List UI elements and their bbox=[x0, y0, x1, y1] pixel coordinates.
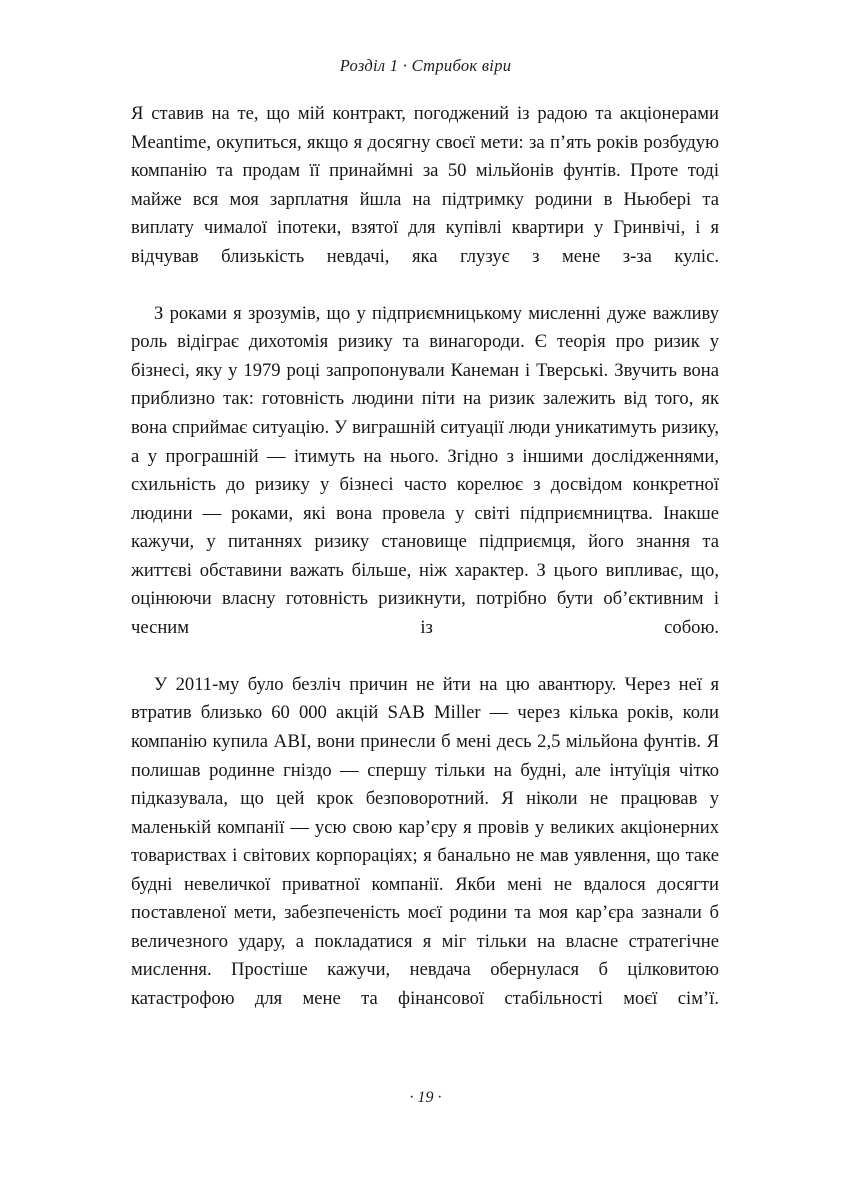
paragraph-3-segment-3: , вони принесли б мені десь 2,5 мільйона фунтів. Я полишав родинне гніздо — спершу тільки на будні, але інтуїція чітко підказувала, що цей крок безповоротний. Я ніколи не працював у маленькій компанії — усю свою кар’єру я провів у великих акціонерних товариствах і світових корпораціях; я банально не мав уявлення, що таке будні невеличкої приватної компанії. Якби мені не вдалося досягти поставленої мети, забезпеченість моєї родини та моя кар’єра зазнали б величезного удару, а покладатися я міг тільки на власне стратегічне мислення. Простіше кажучи, невдача обернулася б цілковитою катастрофою для мене та фінансової стабільності моєї сім’ї. bbox=[131, 731, 719, 1009]
paragraph-2-text: З роками я зрозумів, що у підприємницькому мисленні дуже важливу роль відіграє дихотомія ризику та винагороди. Є теорія про ризик у бізнесі, яку у 1979 році запропонували Канеман і Тверські. Звучить вона приблизно так: готовність людини піти на ризик залежить від того, як вона сприймає ситуацію. У виграшній ситуації люди уникатимуть ризику, а у програшній — ітимуть на нього. Згідно з іншими дослідженнями, схильність до ризику у бізнесі часто корелює з досвідом конкретної людини — роками, які вона провела у світі підприємництва. Інакше кажучи, у питаннях ризику становище підприємця, його знання та життєві обставини важать більше, ніж характер. З цього випливає, що, оцінюючи власну готовність ризикнути, потрібно бути об’єктивним і чесним із собою. bbox=[131, 302, 719, 638]
page-folio bbox=[0, 1090, 851, 1106]
running-head bbox=[0, 58, 851, 75]
paragraph-3 bbox=[131, 671, 719, 1042]
paragraph-1-text: Я ставив на те, що мій контракт, погоджений із радою та акціонерами Meantime, окупиться, якщо я досягну своєї мети: за п’ять років розбудую компанію та продам її принаймні за 50 мільйонів фунтів. Проте тоді майже вся моя зарплатня йшла на підтримку родини в Ньюбері та виплату чималої іпотеки, взятої для купівлі квартири у Гринвічі, і я відчував близькість невдачі, яка глузує з мене з-за куліс. bbox=[131, 103, 719, 267]
paragraph-3-segment-2: Miller — через кілька років, коли компанію купила bbox=[131, 702, 719, 753]
paragraph-3-company-abi: ABI bbox=[273, 731, 307, 753]
running-head-text: Розділ 1 · Стрибок віри bbox=[339, 56, 512, 75]
paragraph-1 bbox=[131, 100, 719, 300]
paragraph-3-company-sab: SAB bbox=[387, 702, 425, 724]
body-text-block bbox=[131, 100, 719, 1042]
paragraph-3-segment-1: У 2011-му було безліч причин не йти на цю авантюру. Через неї я втратив близько 60 000 акцій bbox=[131, 673, 719, 724]
paragraph-2 bbox=[131, 300, 719, 671]
folio-text: · 19 · bbox=[409, 1089, 442, 1106]
